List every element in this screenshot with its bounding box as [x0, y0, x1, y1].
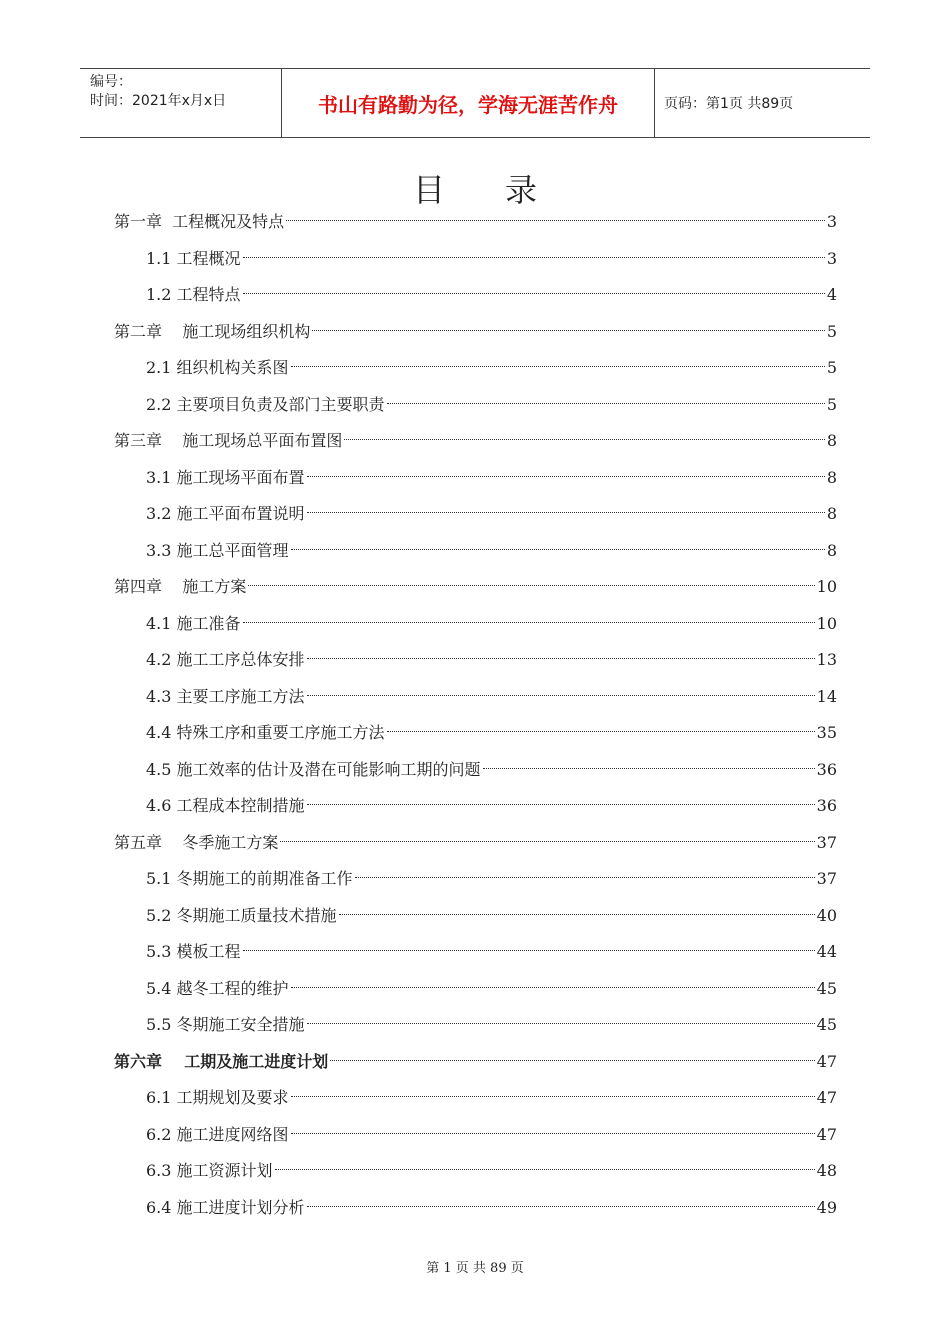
toc-leader-dots [243, 622, 815, 623]
toc-entry-page: 13 [816, 650, 837, 669]
toc-entry-page: 48 [816, 1161, 837, 1180]
toc-entry[interactable] [146, 277, 837, 313]
toc-leader-dots [387, 403, 825, 404]
toc-entry-page: 5 [826, 358, 837, 377]
toc-leader-dots [307, 658, 815, 659]
toc-entry[interactable] [146, 788, 837, 824]
toc-entry-label: 4.2 施工工序总体安排 [146, 650, 305, 669]
toc-entry-label: 3.2 施工平面布置说明 [146, 504, 305, 523]
toc-entry-page: 3 [826, 248, 837, 268]
toc-leader-dots [355, 877, 815, 878]
toc-entry-label: 4.3 主要工序施工方法 [146, 686, 305, 706]
toc-entry[interactable] [114, 314, 837, 350]
toc-leader-dots [312, 330, 824, 331]
toc-entry-label: 2.1 组织机构关系图 [146, 358, 289, 377]
toc-leader-dots [307, 804, 815, 805]
toc-entry[interactable] [146, 971, 837, 1007]
toc-entry-label: 6.1 工期规划及要求 [146, 1088, 289, 1107]
toc-entry-page: 36 [816, 796, 837, 815]
toc-entry[interactable] [146, 1190, 837, 1226]
toc-entry-page: 47 [816, 1088, 837, 1107]
toc-entry[interactable] [114, 825, 837, 861]
toc-entry[interactable] [146, 241, 837, 277]
toc-leader-dots [307, 695, 815, 696]
toc-entry-page: 47 [816, 1051, 837, 1071]
toc-leader-dots [291, 1096, 815, 1097]
toc-entry-label: 第二章 施工现场组织机构 [114, 321, 311, 341]
toc-entry[interactable] [146, 1007, 837, 1043]
toc-entry[interactable] [146, 496, 837, 532]
toc-entry-page: 8 [826, 504, 837, 523]
toc-entry-label: 4.4 特殊工序和重要工序施工方法 [146, 723, 385, 742]
toc-entry[interactable] [146, 715, 837, 751]
toc-entry-label: 4.1 施工准备 [146, 613, 241, 633]
toc-entry[interactable] [114, 1044, 837, 1080]
toc-entry-label: 5.4 越冬工程的维护 [146, 978, 289, 998]
toc-leader-dots [291, 1133, 815, 1134]
toc-entry-page: 45 [816, 978, 837, 998]
toc-leader-dots [307, 1023, 815, 1024]
document-time-label: 时间：2021年x月x日 [90, 93, 227, 109]
toc-leader-dots [291, 366, 825, 367]
toc-entry[interactable] [114, 569, 837, 605]
toc-title: 目录 [412, 171, 597, 209]
toc-entry[interactable] [146, 1117, 837, 1153]
toc-leader-dots [330, 1060, 814, 1061]
toc-entry-label: 5.5 冬期施工安全措施 [146, 1015, 305, 1034]
toc-entry-page: 44 [816, 942, 837, 961]
toc-entry-page: 8 [826, 467, 837, 487]
toc-entry-label: 3.3 施工总平面管理 [146, 540, 289, 560]
toc-entry-page: 10 [816, 613, 837, 633]
toc-entry-page: 47 [816, 1124, 837, 1144]
toc-entry-page: 49 [816, 1197, 837, 1217]
toc-entry[interactable] [146, 460, 837, 496]
toc-leader-dots [275, 1169, 815, 1170]
toc-entry[interactable] [146, 533, 837, 569]
header-page-info: 页码：第1页 共89页 [664, 96, 794, 112]
toc-entry[interactable] [146, 642, 837, 678]
toc-entry-label: 2.2 主要项目负责及部门主要职责 [146, 394, 385, 414]
page-footer: 第 1 页 共 89 页 [426, 1261, 524, 1276]
toc-leader-dots [243, 257, 825, 258]
toc-entry-label: 第五章 冬季施工方案 [114, 832, 279, 852]
toc-entry-label: 4.6 工程成本控制措施 [146, 796, 305, 815]
toc-entry-page: 5 [826, 321, 837, 341]
toc-entry[interactable] [146, 1153, 837, 1189]
toc-entry-label: 5.3 模板工程 [146, 942, 241, 961]
toc-entry[interactable] [146, 1080, 837, 1116]
toc-entry-label: 5.2 冬期施工质量技术措施 [146, 905, 337, 925]
toc-entry[interactable] [146, 350, 837, 386]
toc-entry-label: 6.3 施工资源计划 [146, 1161, 273, 1180]
toc-leader-dots [387, 731, 815, 732]
toc-entry-page: 37 [816, 832, 837, 852]
toc-entry-label: 6.2 施工进度网络图 [146, 1124, 289, 1144]
toc-entry-page: 3 [826, 212, 837, 231]
toc-entry-page: 5 [826, 394, 837, 414]
toc-entry-page: 40 [816, 905, 837, 925]
toc-entry-page: 35 [816, 723, 837, 742]
toc-entry-label: 第六章 工期及施工进度计划 [114, 1051, 329, 1071]
toc-entry-label: 3.1 施工现场平面布置 [146, 467, 305, 487]
toc-leader-dots [344, 439, 824, 440]
toc-entry-label: 第三章 施工现场总平面布置图 [114, 431, 343, 450]
toc-entry[interactable] [146, 752, 837, 788]
toc-leader-dots [243, 950, 815, 951]
document-number-label: 编号： [90, 74, 132, 90]
toc-entry-page: 4 [826, 285, 837, 304]
toc-entry[interactable] [146, 861, 837, 897]
toc-entry-label: 5.1 冬期施工的前期准备工作 [146, 869, 353, 888]
toc-leader-dots [291, 987, 815, 988]
toc-leader-dots [280, 841, 814, 842]
toc-leader-dots [286, 220, 825, 221]
toc-leader-dots [307, 476, 825, 477]
toc-entry-page: 14 [816, 686, 837, 706]
toc-entry[interactable] [146, 387, 837, 423]
toc-entry[interactable] [146, 898, 837, 934]
toc-entry-label: 第四章 施工方案 [114, 577, 247, 596]
toc-entry-page: 37 [816, 869, 837, 888]
toc-entry-page: 10 [816, 577, 837, 596]
toc-leader-dots [483, 768, 815, 769]
toc-leader-dots [248, 585, 814, 586]
toc-entry[interactable] [114, 204, 837, 240]
toc-entry-page: 36 [816, 759, 837, 779]
toc-leader-dots [339, 914, 815, 915]
toc-leader-dots [291, 549, 825, 550]
toc-entry[interactable] [146, 934, 837, 970]
toc-entry-page: 8 [826, 431, 837, 450]
toc-leader-dots [243, 293, 825, 294]
toc-entry-label: 1.1 工程概况 [146, 248, 241, 268]
page-header [80, 68, 870, 138]
toc-entry[interactable] [114, 423, 837, 459]
toc-entry-page: 45 [816, 1015, 837, 1034]
toc-entry-label: 6.4 施工进度计划分析 [146, 1197, 305, 1217]
toc-leader-dots [307, 1206, 815, 1207]
toc-entry-page: 8 [826, 540, 837, 560]
toc-entry[interactable] [146, 679, 837, 715]
toc-leader-dots [307, 512, 825, 513]
toc-entry-label: 第一章 工程概况及特点 [114, 212, 285, 231]
toc-entry[interactable] [146, 606, 837, 642]
toc-entry-label: 4.5 施工效率的估计及潜在可能影响工期的问题 [146, 759, 481, 779]
toc-entry-label: 1.2 工程特点 [146, 285, 241, 304]
header-meta [80, 69, 282, 137]
header-motto: 书山有路勤为径，学海无涯苦作舟 [282, 69, 655, 137]
